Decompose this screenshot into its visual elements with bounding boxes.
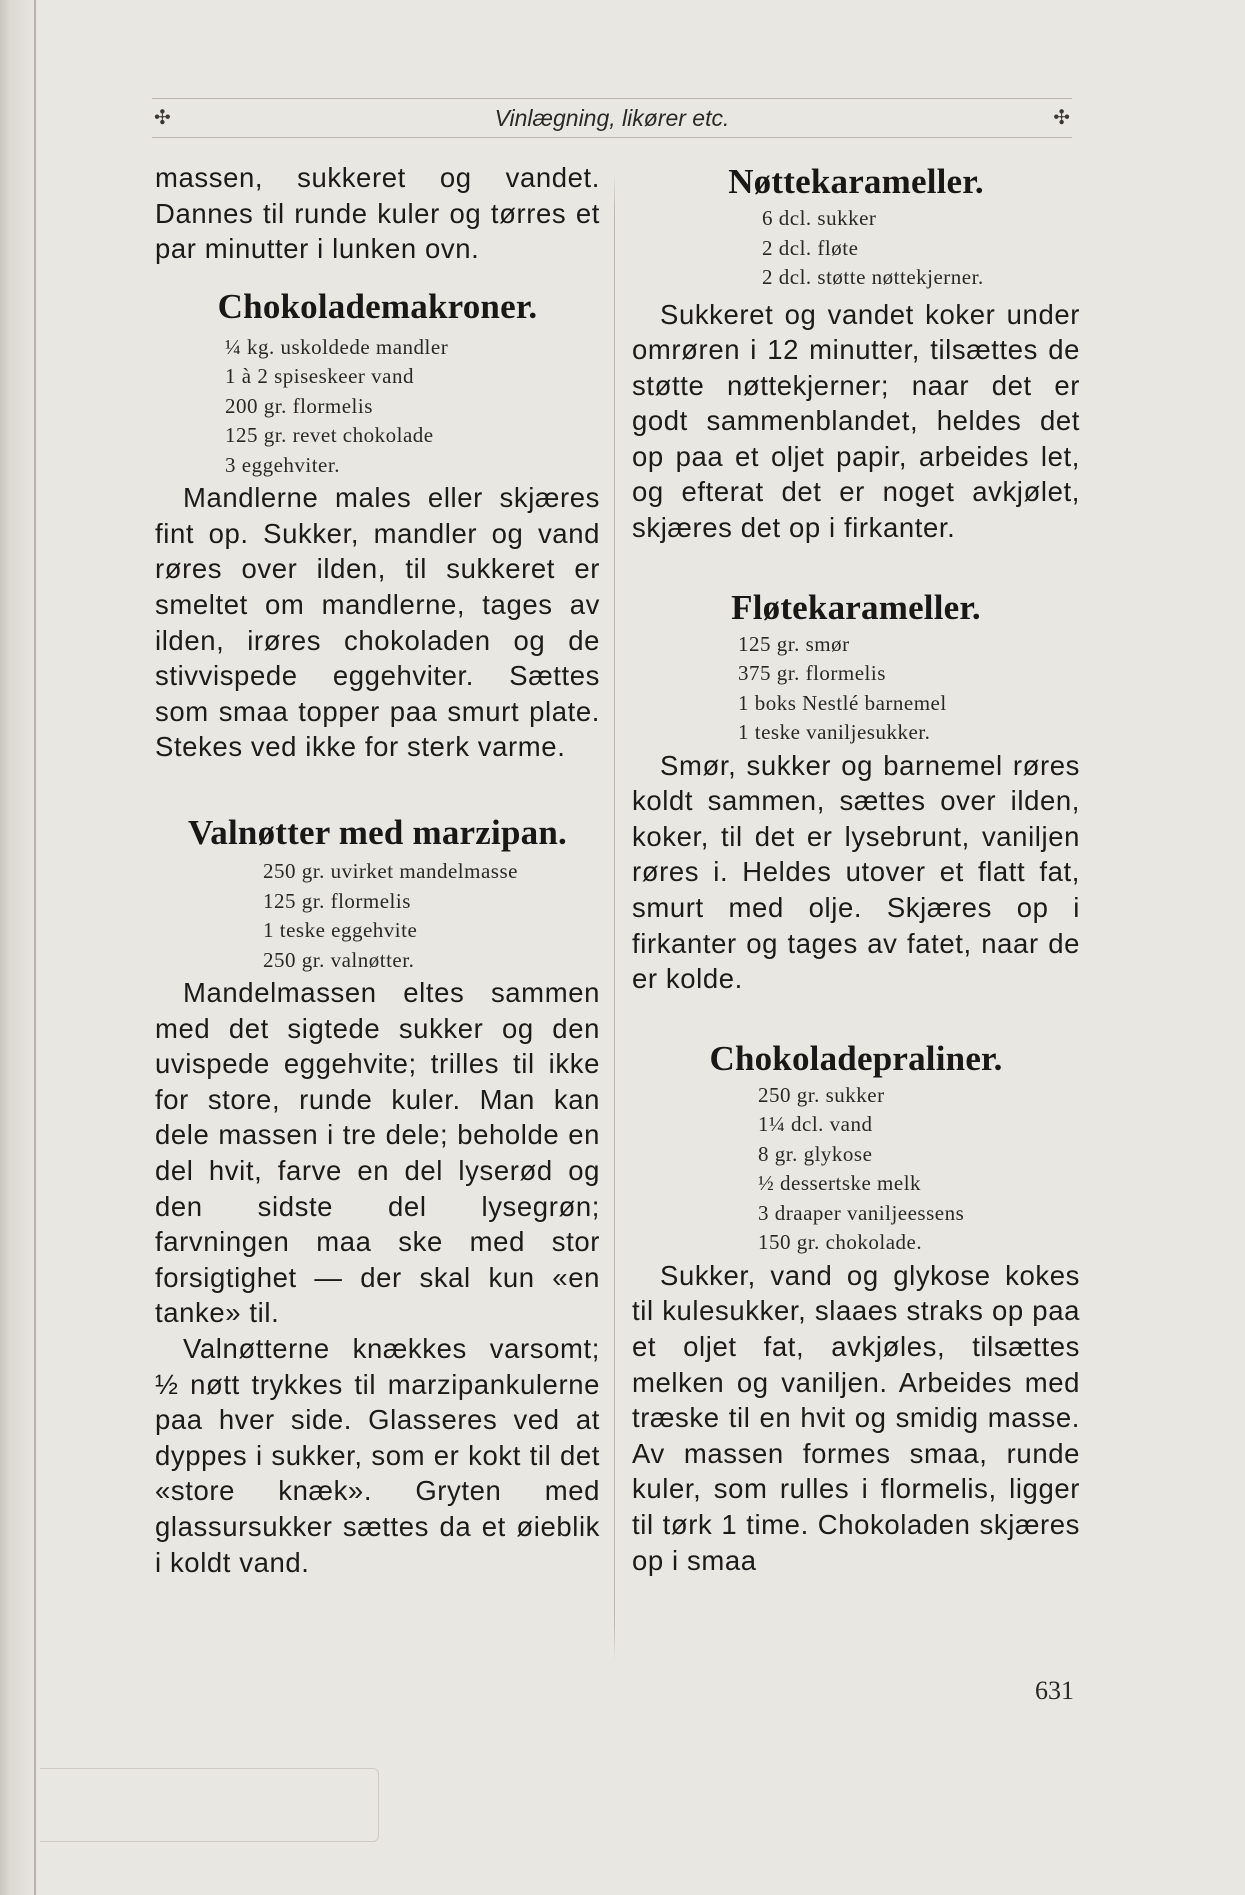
recipe-title-valnotter: Valnøtter med marzipan. (188, 813, 567, 853)
ingredient-item: 8 gr. glykose (758, 1141, 873, 1166)
ingredient-item: 1¼ dcl. vand (758, 1112, 873, 1137)
ingredient-item: 125 gr. smør (738, 631, 850, 656)
ingredient-item: 125 gr. flormelis (263, 888, 411, 913)
ingredient-item: 250 gr. sukker (758, 1082, 885, 1107)
ingredient-item: 2 dcl. fløte (762, 235, 859, 260)
ingredient-item: 200 gr. flormelis (225, 393, 373, 418)
ingredient-list-valnotter (155, 857, 600, 975)
ingredient-item: 250 gr. uvirket mandelmasse (263, 859, 518, 884)
intro-paragraph: massen, sukkeret og vandet. Dannes til runde kuler og tørres et par minutter i lunken ovn. (155, 162, 600, 265)
page-corner-mark (40, 1768, 379, 1842)
ingredient-item: 150 gr. chokolade. (758, 1230, 923, 1255)
left-column (155, 160, 600, 1580)
ingredient-item: 125 gr. revet chokolade (225, 423, 434, 448)
recipe-title-chokolademakroner: Chokolademakroner. (217, 286, 538, 326)
gutter-line (34, 0, 36, 1895)
ingredient-item: 250 gr. valnøtter. (263, 947, 415, 972)
ingredient-item: 1 à 2 spiseskeer vand (225, 364, 414, 389)
ingredient-item: 1 boks Nestlé barnemel (738, 690, 947, 715)
ingredient-item: 3 draaper vaniljeessens (758, 1200, 965, 1225)
ingredient-item: 1 teske vaniljesukker. (738, 720, 931, 745)
recipe-text-valnotter-1: Mandelmassen eltes sammen med det sigtede sukker og den uvispede eggehvite; trilles til ikke for store, runde kuler. Man kan dele massen i tre dele; beholde en del hvit, farve en del lyserød og den sidste del lysegrøn; farvningen maa ske med stor forsigtighet — der skal kun «en tanke» til. (155, 977, 600, 1329)
ingredient-item: ½ dessertske melk (758, 1171, 922, 1196)
running-title: Vinlægning, likører etc. (494, 105, 730, 131)
recipe-title-chokoladepraliner: Chokoladepraliner. (709, 1038, 1003, 1078)
recipe-text-flotekarameller: Smør, sukker og barnemel røres koldt sammen, sættes over ilden, koker, til det er lysebrunt, vaniljen røres i. Heldes utover et flatt fat, smurt med olje. Skjæres op i firkanter og tages av fatet, naar de er kolde. (632, 749, 1080, 995)
ornament-right-icon: ✣ (1053, 107, 1070, 129)
right-column (632, 160, 1080, 1578)
page-number: 631 (1035, 1676, 1074, 1705)
ingredient-list-nottekarameller (632, 204, 1080, 293)
recipe-text-nottekarameller: Sukkeret og vandet koker under omrøren i 12 minutter, tilsættes de støtte nøttekjerner; naar det er godt sammenblandet, heldes det op paa et oljet papir, arbeides let, og efterat det er noget avkjølet, skjæres det op i firkanter. (632, 298, 1080, 544)
ingredient-list-flotekarameller (632, 630, 1080, 748)
ingredient-item: ¼ kg. uskoldede mandler (225, 334, 449, 359)
recipe-text-chokolademakroner: Mandlerne males eller skjæres fint op. Sukker, mandler og vand røres over ilden, til sukkeret er smeltet om mandlerne, tages av ilden, irøres chokoladen og de stivvispede eggehviter. Sættes som smaa topper paa smurt plate. Stekes ved ikke for sterk varme. (155, 482, 600, 763)
ingredient-list-chokoladepraliner (632, 1081, 1080, 1258)
ingredient-item: 1 teske eggehvite (263, 918, 418, 943)
recipe-title-nottekarameller: Nøttekarameller. (728, 162, 984, 201)
ingredient-item: 2 dcl. støtte nøttekjerner. (762, 265, 984, 289)
recipe-text-chokoladepraliner: Sukker, vand og glykose kokes til kulesukker, slaaes straks op paa et oljet fat, avkjøles, tilsættes melken og vaniljen. Arbeides med træske til en hvit og smidig masse. Av massen formes smaa, runde kuler, som rulles i flormelis, ligger til tørk 1 time. Chokoladen skjæres op i smaa (632, 1259, 1080, 1576)
ingredient-item: 3 eggehviter. (225, 452, 340, 477)
column-divider (614, 172, 615, 1662)
running-header (152, 98, 1072, 138)
recipe-text-valnotter-2: Valnøtterne knækkes varsomt; ½ nøtt trykkes til marzipankulerne paa hver side. Glasseres ved at dyppes i sukker, som er kokt til det «store knæk». Gryten med glassursukker sættes da et øieblik i koldt vand. (155, 1332, 600, 1578)
ornament-left-icon: ✣ (154, 107, 171, 129)
ingredient-item: 375 gr. flormelis (738, 661, 886, 686)
ingredient-item: 6 dcl. sukker (762, 206, 877, 230)
ingredient-list-chokolademakroner (155, 333, 600, 481)
recipe-title-flotekarameller: Fløtekarameller. (731, 587, 981, 627)
